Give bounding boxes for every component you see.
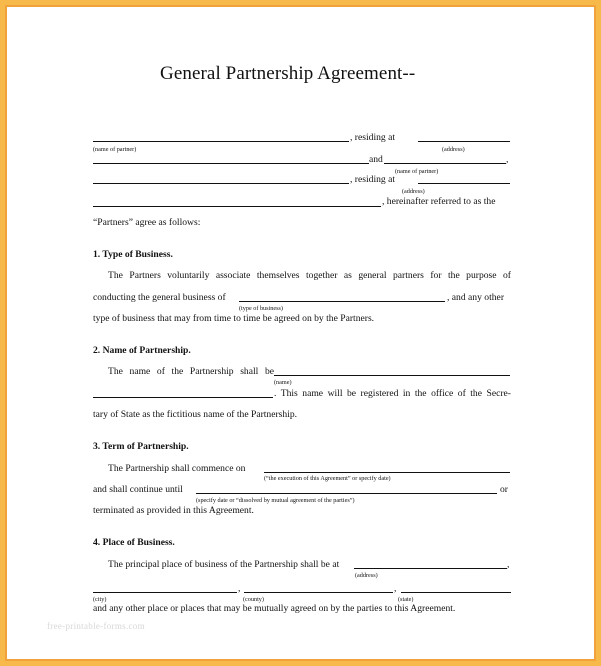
section4-line3: and any other place or places that may be mutually agreed on by the parties to this Agreement. — [93, 603, 456, 614]
principal-address-caption: (address) — [355, 572, 378, 579]
residing-at-label-2: , residing at — [350, 174, 396, 185]
address-caption-2: (address) — [402, 188, 425, 195]
name-caption: (name) — [274, 379, 292, 386]
residing-at-label-1: , residing at — [350, 132, 396, 143]
document-title: General Partnership Agreement-- — [160, 63, 416, 84]
continue-until-caption: (specify date or “dissolved by mutual agreement of the parties”) — [196, 497, 355, 504]
commencement-caption: (“the execution of this Agreement” or specify date) — [264, 475, 391, 482]
section2-line1: The name of the Partnership shall be — [108, 366, 274, 377]
section1-heading: 1. Type of Business. — [93, 249, 173, 260]
section3-line3: terminated as provided in this Agreement. — [93, 505, 254, 516]
section3-line1: The Partnership shall commence on — [108, 463, 246, 474]
partner2-extra-line[interactable] — [93, 183, 349, 184]
section1-line2b: , and any other — [447, 292, 505, 303]
section1-line1: The Partners voluntarily associate themselves together as general partners for the purpose of — [108, 270, 511, 281]
section1-line3: type of business that may from time to time be agreed on by the Partners. — [93, 313, 375, 324]
hereinafter-label: , hereinafter referred to as the — [382, 196, 496, 207]
county-line[interactable] — [244, 592, 393, 593]
partner1-name-line[interactable] — [93, 141, 349, 142]
section3-line2a: and shall continue until — [93, 484, 183, 495]
city-caption: (city) — [93, 596, 107, 603]
state-caption: (state) — [398, 596, 414, 603]
section4-heading: 4. Place of Business. — [93, 537, 175, 548]
section2-line3: tary of State as the fictitious name of the Partnership. — [93, 409, 298, 420]
name-of-partner-caption-2: (name of partner) — [395, 168, 439, 175]
commencement-date-line[interactable] — [264, 472, 510, 473]
partners-extra-line[interactable] — [93, 206, 381, 207]
state-line[interactable] — [401, 592, 511, 593]
partner2-first-line[interactable] — [93, 163, 369, 164]
watermark: free-printable-forms.com — [47, 621, 145, 631]
section3-line2b: or — [500, 484, 508, 495]
document-frame — [5, 5, 596, 661]
section2-line2: . This name will be registered in the office of the Secre- — [274, 388, 511, 399]
and-label: and — [369, 154, 383, 165]
partnership-name-line[interactable] — [274, 375, 510, 376]
partner2-name-line[interactable] — [384, 163, 506, 164]
continue-until-line[interactable] — [196, 493, 497, 494]
county-caption: (county) — [243, 596, 264, 603]
section1-line2a: conducting the general business of — [93, 292, 226, 303]
address-caption-1: (address) — [442, 146, 465, 153]
partnership-name-line-2[interactable] — [93, 397, 273, 398]
agree-as-follows: “Partners” agree as follows: — [93, 217, 201, 228]
city-line[interactable] — [93, 592, 237, 593]
partner1-address-line[interactable] — [418, 141, 510, 142]
partner2-address-line[interactable] — [418, 183, 510, 184]
name-of-partner-caption: (name of partner) — [93, 146, 137, 153]
section4-comma2: , — [238, 583, 241, 594]
agreement-body — [93, 5, 511, 661]
section4-line1: The principal place of business of the Partnership shall be at — [108, 559, 340, 570]
type-of-business-line[interactable] — [239, 301, 445, 302]
comma-label: , — [506, 154, 509, 165]
type-of-business-caption: (type of business) — [239, 305, 283, 312]
principal-address-line[interactable] — [354, 568, 507, 569]
section2-heading: 2. Name of Partnership. — [93, 345, 191, 356]
section3-heading: 3. Term of Partnership. — [93, 441, 189, 452]
section4-comma3: , — [394, 583, 397, 594]
section4-comma1: , — [507, 559, 510, 570]
